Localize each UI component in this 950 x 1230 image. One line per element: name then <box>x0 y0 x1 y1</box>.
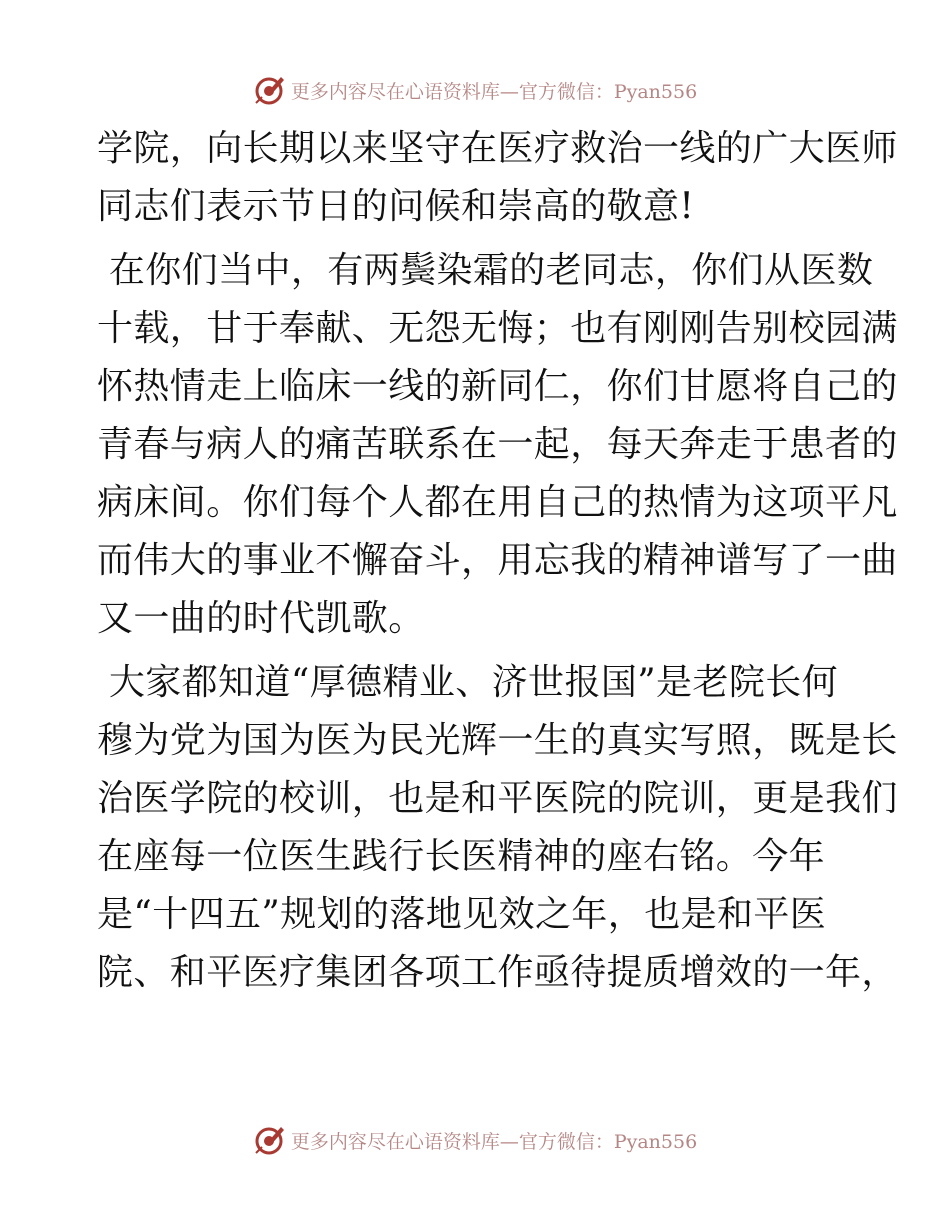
text-line: 又一曲的时代凯歌。 <box>97 598 425 639</box>
paragraph <box>97 242 898 648</box>
text-line: 学院，向长期以来坚守在医疗救治一线的广大医师 <box>97 128 898 169</box>
text-line: 病床间。你们每个人都在用自己的热情为这项平凡 <box>97 482 898 523</box>
text-line: 大家都知道“厚德精业、济世报国”是老院长何 <box>97 662 839 703</box>
text-line: 在座每一位医生践行长医精神的座右铭。今年 <box>97 836 826 877</box>
text-line: 院、和平医疗集团各项工作亟待提质增效的一年， <box>97 952 898 993</box>
text-line: 是“十四五”规划的落地见效之年，也是和平医 <box>97 894 827 935</box>
pen-logo-icon <box>253 74 285 106</box>
text-line: 在你们当中，有两鬓染霜的老同志，你们从医数 <box>97 250 874 291</box>
document-body <box>97 120 898 1002</box>
text-line: 而伟大的事业不懈奋斗，用忘我的精神谱写了一曲 <box>97 540 898 581</box>
text-line: 青春与病人的痛苦联系在一起，每天奔走于患者的 <box>97 424 898 465</box>
watermark-text: 更多内容尽在心语资料库—官方微信：Pyan556 <box>290 1130 698 1153</box>
header-watermark <box>0 70 950 110</box>
text-line: 同志们表示节日的问候和崇高的敬意! <box>97 186 695 227</box>
pen-logo-icon <box>253 1124 285 1156</box>
text-line: 治医学院的校训，也是和平医院的院训，更是我们 <box>97 778 898 819</box>
paragraph <box>97 120 898 236</box>
text-line: 穆为党为国为医为民光辉一生的真实写照，既是长 <box>97 720 898 761</box>
footer-watermark <box>0 1120 950 1160</box>
text-line: 十载，甘于奉献、无怨无悔；也有刚刚告别校园满 <box>97 308 898 349</box>
text-line: 怀热情走上临床一线的新同仁，你们甘愿将自己的 <box>97 366 898 407</box>
watermark-text: 更多内容尽在心语资料库—官方微信：Pyan556 <box>290 80 698 103</box>
paragraph <box>97 654 898 1002</box>
